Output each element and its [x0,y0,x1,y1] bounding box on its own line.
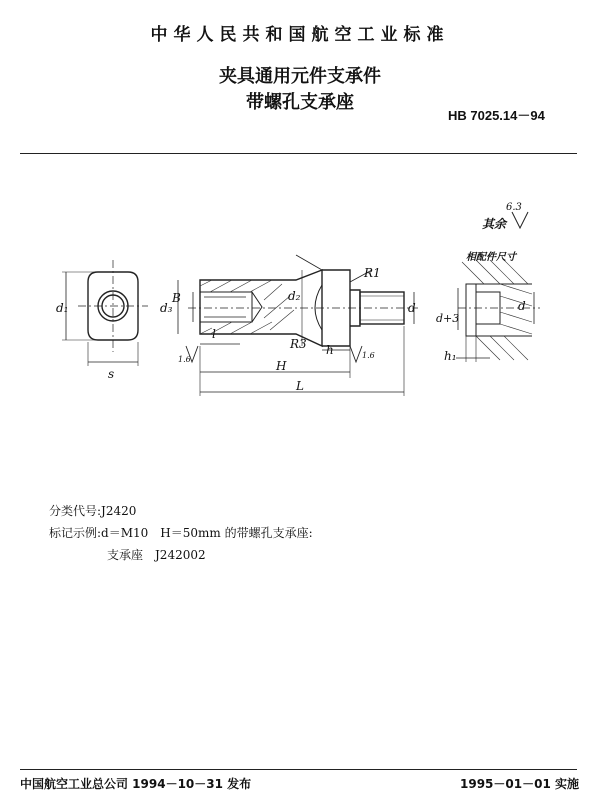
marking-example: 标记示例:d＝M10 H＝50mm 的带螺孔支承座: [49,526,313,540]
dim-B: B [172,291,181,305]
dim-d2: d₂ [288,289,301,303]
roughness-1-6-left: 1.6 [178,355,191,364]
dim-l: l [212,327,216,341]
issue-date: 中国航空工业总公司 1994－10－31 发布 [20,777,252,791]
dim-d: d [408,301,416,315]
footer-rule [20,769,577,770]
document-title-line1: 夹具通用元件支承件 [219,66,381,87]
dim-h: h [326,343,334,357]
standard-number: HB 7025.14－94 [448,108,545,123]
dim-h1: h₁ [444,349,457,363]
roughness-1-6-mid: 1.6 [362,351,375,360]
dim-d3: d₃ [160,301,173,315]
mating-note: 相配件尺寸 [466,252,516,263]
marking-example-value: 支承座 J242002 [107,548,206,562]
document-title-line2: 带螺孔支承座 [246,92,354,113]
roughness-value: 6.3 [506,202,522,213]
dim-s: s [108,367,115,381]
dim-L: L [296,379,304,393]
dim-H: H [276,359,287,373]
dim-R3: R3 [290,337,307,351]
effective-date: 1995－01－01 实施 [460,777,579,791]
dim-R1: R1 [364,266,381,280]
dim-d-plus-3: d+3 [436,312,460,325]
classification-code: 分类代号:J2420 [49,504,137,518]
dim-d-mating: d [518,299,526,313]
dim-d1: d₁ [56,301,69,315]
technical-drawing [0,195,600,410]
header-rule [20,153,577,154]
roughness-label: 其余 [482,217,507,231]
standard-organization: 中华人民共和国航空工业标准 [150,25,450,45]
